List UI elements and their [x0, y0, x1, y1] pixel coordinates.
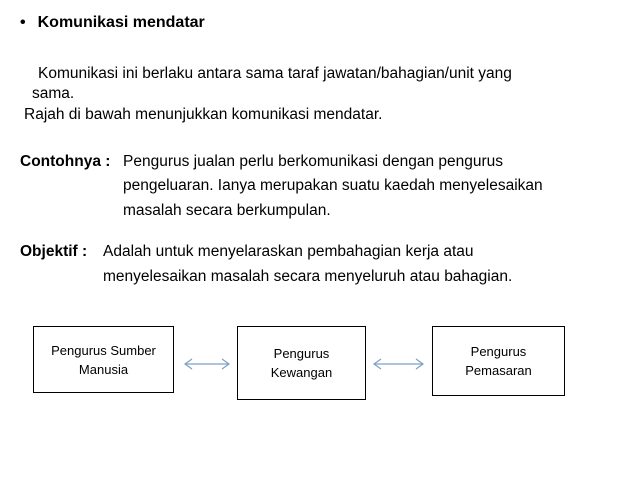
objective-line-2: menyelesaikan masalah secara menyeluruh atau bahagian.	[103, 268, 513, 285]
box-label-line1: Pengurus	[470, 344, 527, 359]
example-line-3: masalah secara berkumpulan.	[123, 202, 331, 219]
example-line-1: Pengurus jualan perlu berkomunikasi dengan pengurus	[123, 153, 504, 170]
box-label-line2: Pemasaran	[465, 363, 532, 378]
intro-line-2: sama.	[32, 85, 75, 102]
box-label-line2: Kewangan	[270, 365, 333, 380]
double-arrow-left-icon	[185, 359, 229, 369]
objective-label: Objektif :	[20, 243, 88, 260]
intro-line-3: Rajah di bawah menunjukkan komunikasi mendatar.	[24, 106, 383, 123]
intro-line-1: Komunikasi ini berlaku antara sama taraf jawatan/bahagian/unit yang	[38, 65, 512, 82]
example-line-2: pengeluaran. Ianya merupakan suatu kaedah menyelesaikan	[123, 177, 543, 194]
box-label-line1: Pengurus	[273, 346, 330, 361]
heading-title: Komunikasi mendatar	[37, 14, 205, 31]
double-arrow-right-icon	[374, 359, 423, 369]
example-label: Contohnya :	[20, 153, 111, 170]
objective-line-1: Adalah untuk menyelaraskan pembahagian kerja atau	[103, 243, 474, 260]
box-label-line2: Manusia	[78, 361, 129, 377]
box-label-line1: Pengurus Sumber	[51, 342, 156, 358]
bullet-icon: •	[20, 14, 26, 31]
